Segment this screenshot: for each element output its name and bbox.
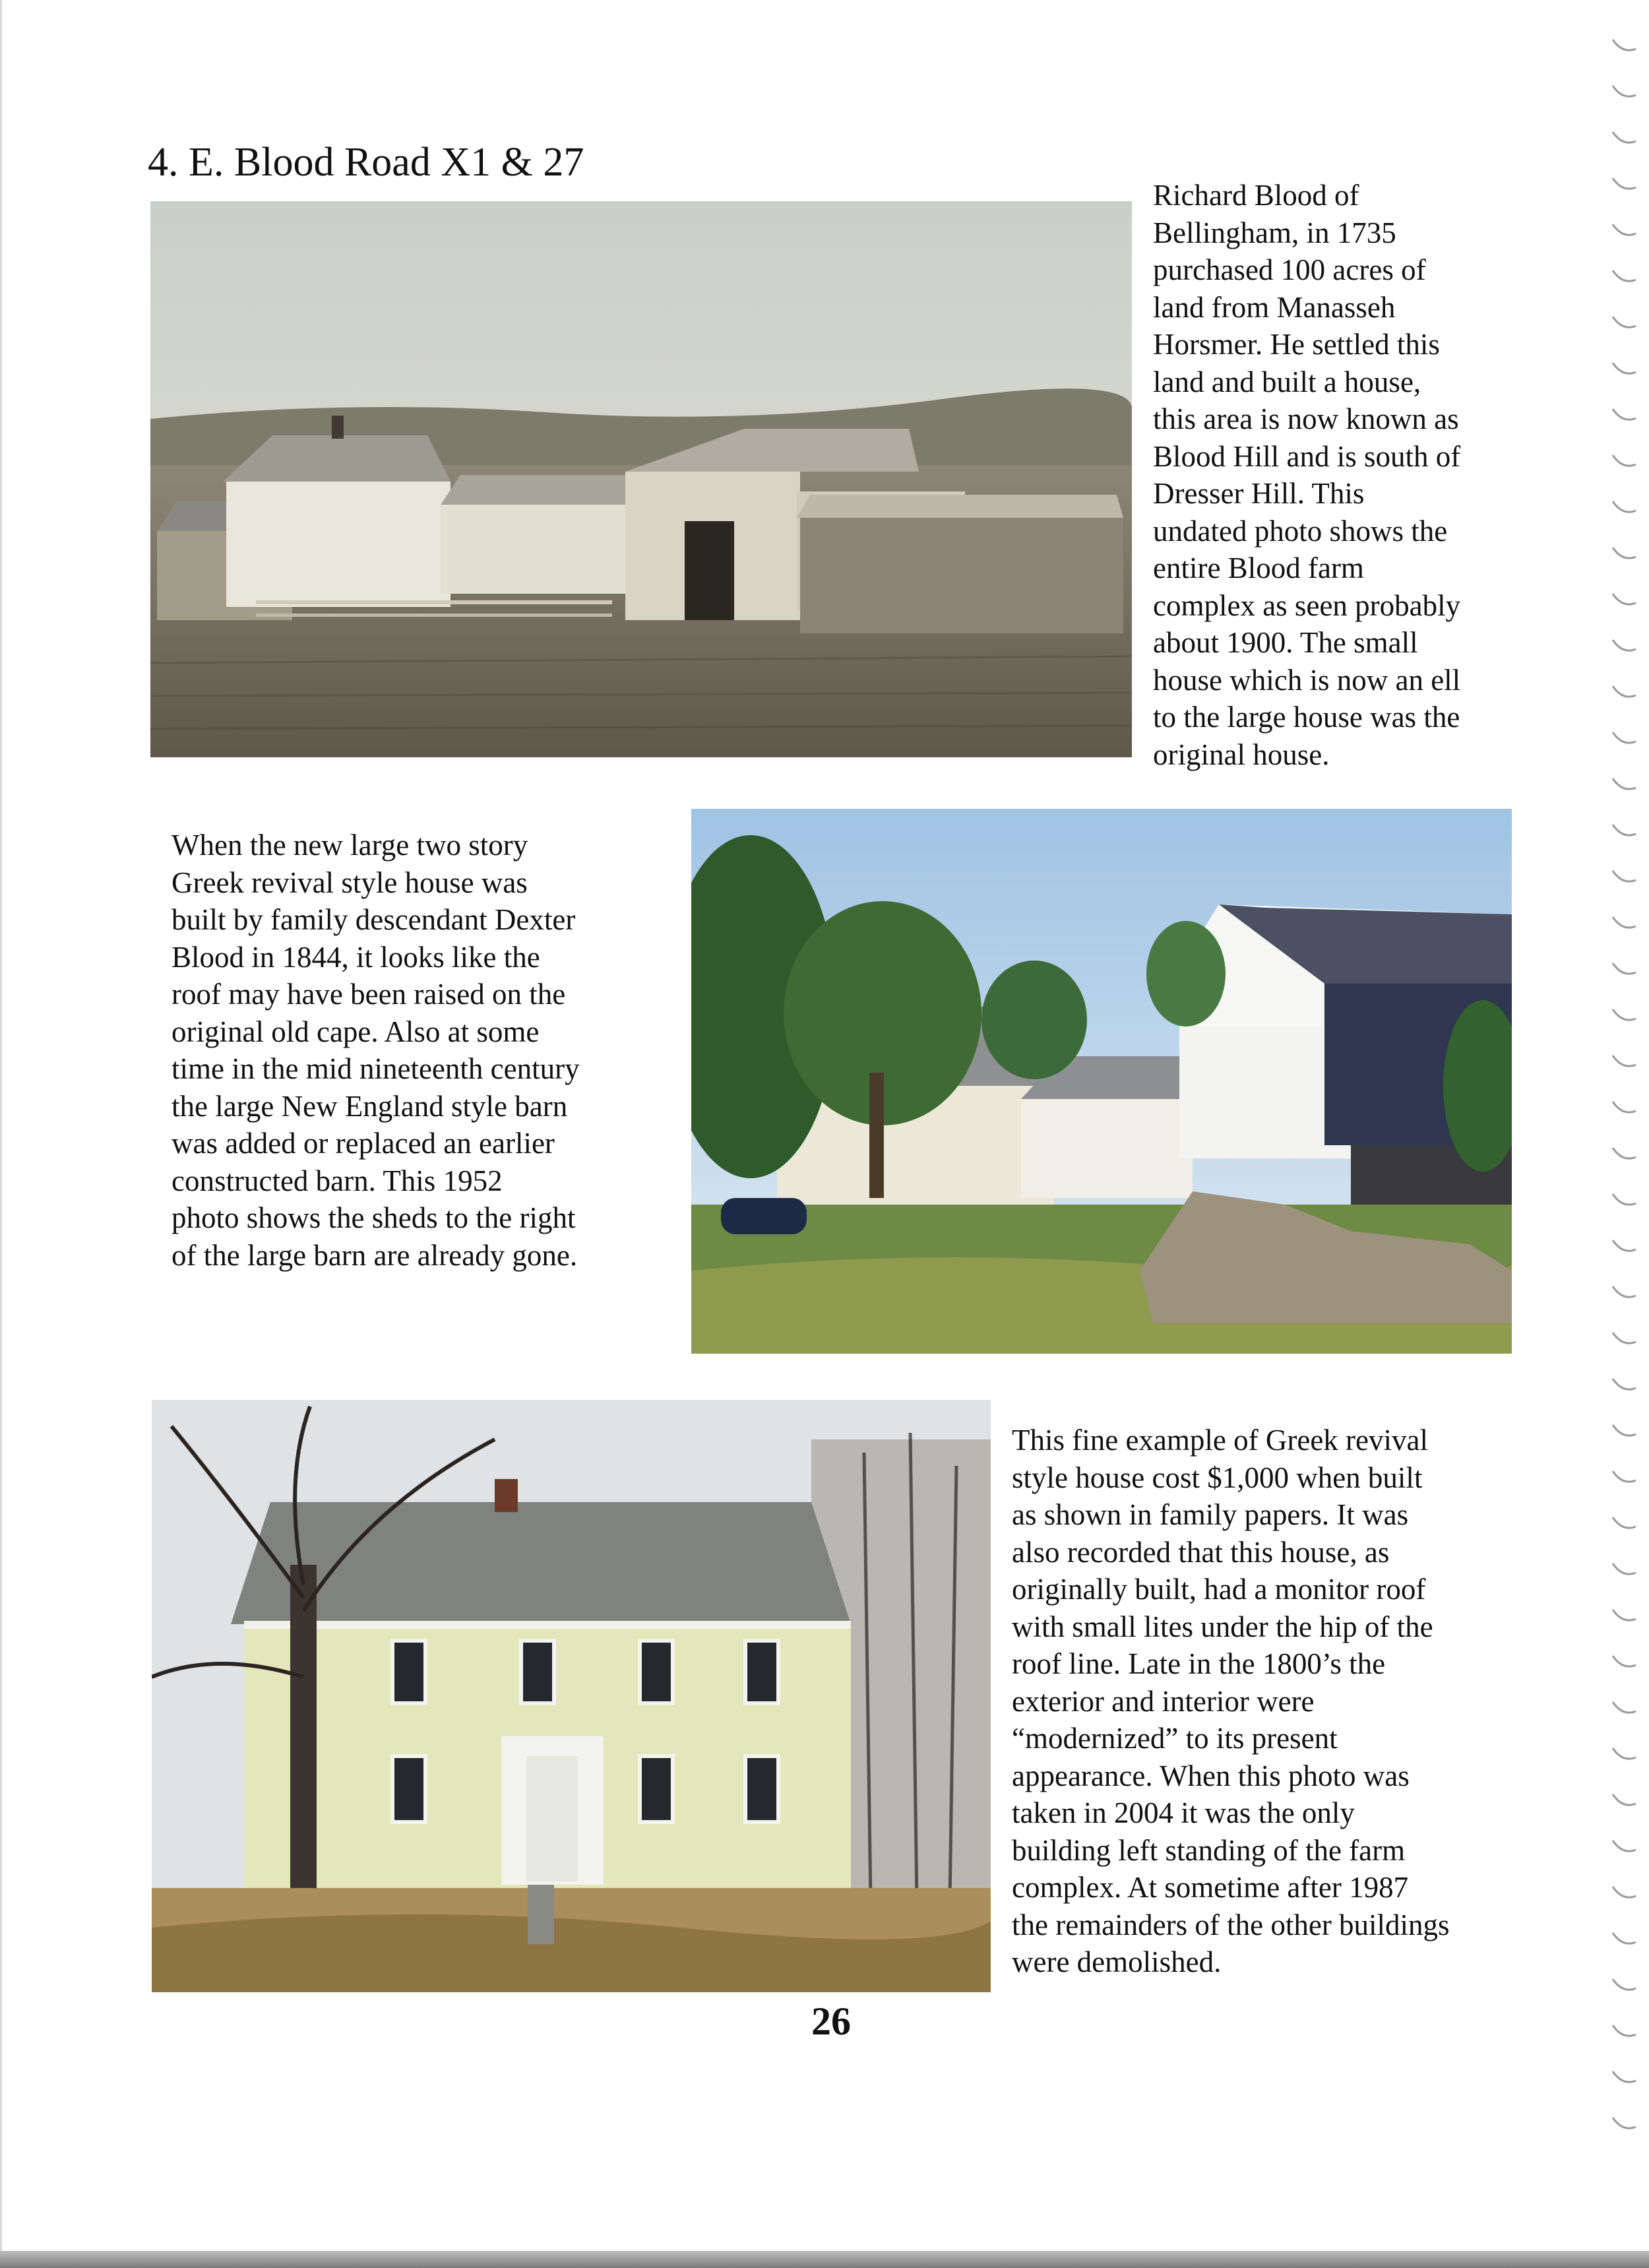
binding-hole bbox=[1613, 2118, 1636, 2128]
text-line: original old cape. Also at some bbox=[171, 1015, 540, 1048]
text-line: the large New England style barn bbox=[171, 1089, 568, 1123]
binding-hole bbox=[1613, 1979, 1636, 1990]
spiral-binding bbox=[1600, 26, 1646, 2137]
text-line: undated photo shows the bbox=[1153, 514, 1448, 548]
binding-hole bbox=[1613, 2071, 1636, 2082]
text-line: was added or replaced an earlier bbox=[171, 1127, 555, 1160]
binding-hole bbox=[1613, 1563, 1636, 1574]
binding-hole bbox=[1613, 1055, 1636, 1066]
text-line: When the new large two story bbox=[171, 829, 528, 862]
binding-hole bbox=[1613, 1517, 1636, 1528]
text-line: built by family descendant Dexter bbox=[171, 903, 576, 936]
binding-hole bbox=[1613, 178, 1636, 189]
text-line: exterior and interior were bbox=[1012, 1684, 1315, 1718]
binding-hole bbox=[1613, 1425, 1636, 1435]
page-number: 26 bbox=[811, 2000, 851, 2043]
text-line: Blood Hill and is south of bbox=[1153, 439, 1461, 473]
binding-hole bbox=[1613, 1240, 1636, 1251]
text-line: roof line. Late in the 1800’s the bbox=[1012, 1647, 1386, 1680]
text-line: land from Manasseh bbox=[1153, 290, 1396, 324]
binding-hole bbox=[1613, 1887, 1636, 1897]
text-line: were demolished. bbox=[1012, 1945, 1222, 1978]
binding-hole bbox=[1613, 1794, 1636, 1805]
text-line: of the large barn are already gone. bbox=[171, 1238, 578, 1272]
binding-hole bbox=[1613, 224, 1636, 235]
text-line: as shown in family papers. It was bbox=[1012, 1498, 1409, 1531]
binding-hole bbox=[1613, 1194, 1636, 1205]
binding-hole bbox=[1613, 640, 1636, 650]
binding-hole bbox=[1613, 363, 1636, 373]
greek-revival-1844-paragraph bbox=[171, 827, 580, 1274]
binding-hole bbox=[1613, 1610, 1636, 1620]
house-2004-photo bbox=[152, 1400, 991, 1992]
binding-hole bbox=[1613, 86, 1636, 96]
farm-1952-photo bbox=[691, 809, 1512, 1354]
binding-hole bbox=[1613, 455, 1636, 466]
binding-hole bbox=[1613, 1748, 1636, 1759]
text-line: style house cost $1,000 when built bbox=[1012, 1461, 1423, 1494]
text-line: time in the mid nineteenth century bbox=[171, 1052, 580, 1085]
text-line: complex. At sometime after 1987 bbox=[1012, 1871, 1409, 1904]
binding-hole bbox=[1613, 1286, 1636, 1297]
binding-hole bbox=[1613, 1471, 1636, 1482]
binding-hole bbox=[1613, 317, 1636, 327]
binding-hole bbox=[1613, 1656, 1636, 1666]
text-line: Horsmer. He settled this bbox=[1153, 328, 1440, 361]
binding-hole bbox=[1613, 917, 1636, 928]
text-line: building left standing of the farm bbox=[1012, 1833, 1406, 1867]
text-line: constructed barn. This 1952 bbox=[171, 1164, 503, 1197]
text-line: purchased 100 acres of bbox=[1153, 253, 1426, 286]
page-title: 4. E. Blood Road X1 & 27 bbox=[148, 140, 584, 185]
text-line: This fine example of Greek revival bbox=[1012, 1424, 1428, 1457]
text-line: with small lites under the hip of the bbox=[1012, 1610, 1433, 1643]
binding-hole bbox=[1613, 778, 1636, 789]
binding-hole bbox=[1613, 871, 1636, 881]
binding-hole bbox=[1613, 1933, 1636, 1943]
text-line: also recorded that this house, as bbox=[1012, 1535, 1390, 1569]
text-line: appearance. When this photo was bbox=[1012, 1759, 1410, 1792]
text-line: Dresser Hill. This bbox=[1153, 477, 1365, 510]
text-line: the remainders of the other buildings bbox=[1012, 1908, 1450, 1941]
binding-hole bbox=[1613, 594, 1636, 604]
binding-hole bbox=[1613, 2025, 1636, 2036]
text-line: Greek revival style house was bbox=[171, 866, 528, 899]
binding-hole bbox=[1613, 1148, 1636, 1158]
text-line: complex as seen probably bbox=[1153, 588, 1461, 622]
binding-hole bbox=[1613, 963, 1636, 974]
binding-hole bbox=[1613, 40, 1636, 50]
binding-hole bbox=[1613, 548, 1636, 558]
text-line: Blood in 1844, it looks like the bbox=[171, 940, 540, 974]
binding-hole bbox=[1613, 409, 1636, 420]
text-line: roof may have been raised on the bbox=[171, 978, 566, 1011]
text-line: this area is now known as bbox=[1153, 402, 1459, 435]
farm-complex-1900-photo bbox=[150, 201, 1132, 757]
text-line: original house. bbox=[1153, 738, 1330, 771]
text-line: originally built, had a monitor roof bbox=[1012, 1573, 1426, 1606]
binding-hole bbox=[1613, 1379, 1636, 1389]
binding-hole bbox=[1613, 1333, 1636, 1343]
text-line: about 1900. The small bbox=[1153, 626, 1418, 659]
binding-hole bbox=[1613, 270, 1636, 281]
scan-bottom-edge bbox=[0, 2251, 1649, 2268]
text-line: “modernized” to its present bbox=[1012, 1722, 1338, 1755]
text-line: land and built a house, bbox=[1153, 365, 1421, 398]
binding-hole bbox=[1613, 132, 1636, 142]
text-line: entire Blood farm bbox=[1153, 551, 1364, 584]
binding-hole bbox=[1613, 1102, 1636, 1112]
binding-hole bbox=[1613, 501, 1636, 512]
blood-history-paragraph bbox=[1153, 177, 1460, 773]
text-line: Bellingham, in 1735 bbox=[1153, 216, 1396, 249]
binding-hole bbox=[1613, 1841, 1636, 1851]
binding-hole bbox=[1613, 825, 1636, 835]
binding-hole bbox=[1613, 686, 1636, 697]
page-left-edge bbox=[0, 0, 2, 2268]
binding-hole bbox=[1613, 1009, 1636, 1020]
text-line: to the large house was the bbox=[1153, 701, 1460, 734]
text-line: taken in 2004 it was the only bbox=[1012, 1796, 1355, 1829]
text-line: Richard Blood of bbox=[1153, 179, 1359, 212]
text-line: photo shows the sheds to the right bbox=[171, 1201, 576, 1234]
text-line: house which is now an ell bbox=[1153, 663, 1461, 697]
binding-hole bbox=[1613, 1702, 1636, 1713]
house-cost-paragraph bbox=[1012, 1422, 1450, 1981]
binding-hole bbox=[1613, 732, 1636, 743]
